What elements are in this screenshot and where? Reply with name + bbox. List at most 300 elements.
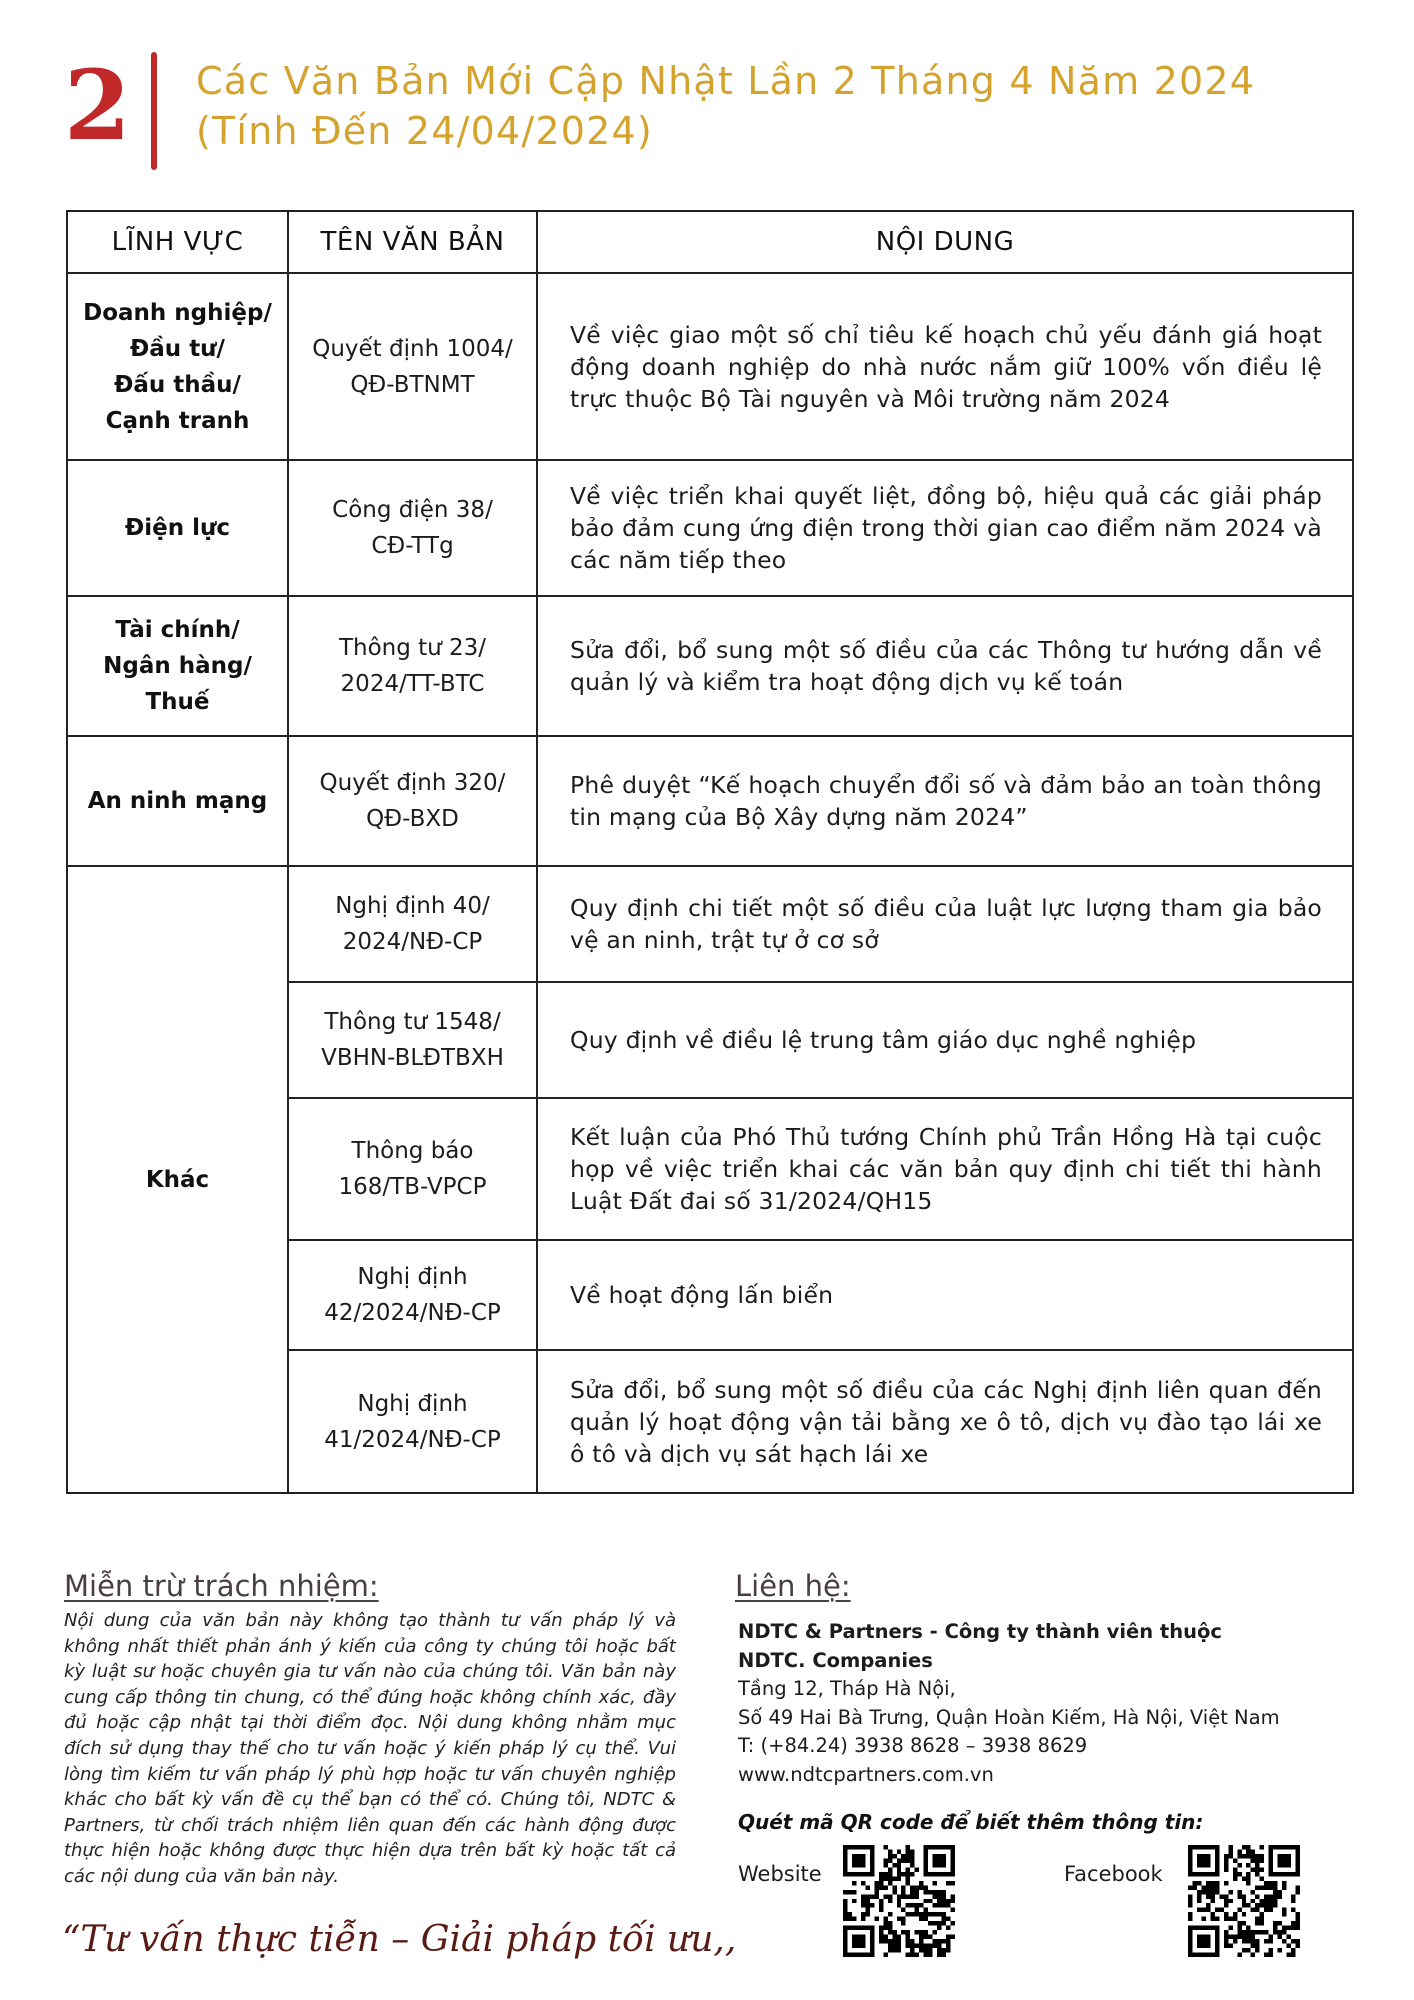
document-name-cell: Nghị định 42/2024/NĐ-CP bbox=[288, 1240, 537, 1350]
qr-module bbox=[1237, 1890, 1241, 1894]
qr-module bbox=[1246, 1849, 1250, 1853]
qr-module bbox=[906, 1881, 910, 1885]
qr-module bbox=[861, 1903, 865, 1907]
website-qr-code-icon[interactable] bbox=[843, 1845, 955, 1957]
qr-module bbox=[879, 1926, 883, 1930]
qr-module bbox=[1264, 1939, 1268, 1943]
qr-module bbox=[1291, 1921, 1295, 1925]
content-cell: Kết luận của Phó Thủ tướng Chính phủ Trần Hồng Hà tại cuộc họp về việc triển khai các văn bản quy định chi tiết thi hành Luật Đất đai số 31/2024/QH15 bbox=[537, 1098, 1353, 1240]
qr-module bbox=[883, 1894, 887, 1898]
qr-module bbox=[1206, 1903, 1210, 1907]
qr-module bbox=[901, 1872, 905, 1876]
qr-module bbox=[1260, 1867, 1264, 1871]
qr-module bbox=[843, 1926, 847, 1957]
qr-module bbox=[1188, 1903, 1192, 1907]
qr-module bbox=[1210, 1881, 1214, 1885]
qr-module bbox=[879, 1930, 883, 1934]
qr-module bbox=[910, 1912, 914, 1916]
qr-module bbox=[892, 1944, 896, 1948]
qr-module bbox=[906, 1845, 910, 1849]
qr-module bbox=[937, 1939, 941, 1943]
qr-module bbox=[1242, 1912, 1246, 1916]
qr-module bbox=[1264, 1899, 1268, 1903]
qr-module bbox=[1242, 1854, 1246, 1858]
qr-module bbox=[928, 1953, 932, 1957]
qr-module bbox=[1242, 1894, 1246, 1898]
qr-module bbox=[1255, 1858, 1259, 1862]
qr-module bbox=[933, 1881, 937, 1885]
content-cell: Về việc triển khai quyết liệt, đồng bộ, hiệu quả các giải pháp bảo đảm cung ứng điện trong thời gian cao điểm năm 2024 và các năm tiếp theo bbox=[537, 460, 1353, 596]
qr-module bbox=[1188, 1926, 1192, 1957]
qr-module bbox=[1237, 1854, 1241, 1858]
qr-module bbox=[946, 1926, 950, 1930]
qr-module bbox=[843, 1890, 847, 1894]
qr-module bbox=[942, 1903, 946, 1907]
qr-module bbox=[1188, 1845, 1219, 1849]
qr-module bbox=[888, 1948, 892, 1952]
qr-module bbox=[861, 1894, 865, 1898]
facebook-qr-code-icon[interactable] bbox=[1188, 1845, 1300, 1957]
qr-module bbox=[1233, 1935, 1237, 1939]
qr-module bbox=[1260, 1912, 1264, 1916]
qr-module bbox=[924, 1912, 928, 1916]
qr-module bbox=[847, 1912, 851, 1916]
qr-module bbox=[1273, 1885, 1277, 1889]
qr-facebook-label: Facebook bbox=[1064, 1862, 1163, 1886]
qr-module bbox=[1219, 1908, 1223, 1912]
qr-module bbox=[937, 1948, 941, 1952]
qr-module bbox=[1237, 1872, 1241, 1876]
qr-module bbox=[843, 1912, 847, 1916]
qr-module bbox=[1291, 1908, 1295, 1912]
qr-module bbox=[879, 1903, 883, 1907]
qr-module bbox=[897, 1867, 901, 1871]
qr-module bbox=[919, 1903, 923, 1907]
qr-module bbox=[1273, 1930, 1277, 1934]
qr-module bbox=[915, 1944, 919, 1948]
qr-module bbox=[946, 1935, 950, 1939]
qr-module bbox=[946, 1939, 950, 1943]
qr-module bbox=[1224, 1935, 1228, 1939]
qr-module bbox=[892, 1948, 896, 1952]
qr-module bbox=[910, 1854, 914, 1858]
qr-module bbox=[1273, 1890, 1277, 1894]
company-line-2: NDTC. Companies bbox=[738, 1648, 933, 1672]
qr-module bbox=[1251, 1867, 1255, 1871]
qr-module bbox=[879, 1935, 883, 1939]
qr-module bbox=[919, 1912, 923, 1916]
disclaimer-body: Nội dung của văn bản này không tạo thành tư vấn pháp lý và không nhất thiết phản ánh ý kiến của công ty chúng tôi hoặc bất kỳ luật sư hoặc chuyên gia tư vấn nào của chúng tôi. Văn bản này cung cấp thông tin chung, có thể đúng hoặc không chính xác, đầy đủ hoặc cập nhật tại thời điểm đọc. Nội dung không nhằm mục đích sử dụng thay thế cho tư vấn hoặc ý kiến pháp lý cụ thể. Vui lòng tìm kiếm tư vấn pháp lý phù hợp hoặc tư vấn chuyên nghiệp khác cho bất kỳ vấn đề cụ thể bạn có thể có. Chúng tôi, NDTC & Partners, từ chối trách nhiệm liên quan đến các hành động được thực hiện hoặc không được thực hiện dựa trên bất kỳ hoặc tất cả các nội dung của văn bản này. bbox=[64, 1610, 676, 1887]
qr-module bbox=[1246, 1926, 1250, 1930]
qr-module bbox=[847, 1917, 851, 1921]
qr-module bbox=[865, 1908, 869, 1912]
qr-module bbox=[1228, 1944, 1232, 1948]
qr-module bbox=[1264, 1930, 1268, 1934]
qr-module bbox=[919, 1885, 923, 1889]
qr-module bbox=[1246, 1903, 1250, 1907]
qr-module bbox=[942, 1953, 946, 1957]
qr-module bbox=[928, 1890, 932, 1894]
qr-module bbox=[1291, 1939, 1295, 1943]
qr-module bbox=[1206, 1890, 1210, 1894]
qr-module bbox=[1278, 1890, 1282, 1894]
qr-module bbox=[1291, 1899, 1295, 1903]
qr-module bbox=[924, 1890, 928, 1894]
qr-module bbox=[1260, 1854, 1264, 1858]
qr-module bbox=[883, 1876, 887, 1880]
document-name-cell: Thông tư 1548/ VBHN-BLĐTBXH bbox=[288, 982, 537, 1098]
qr-module bbox=[901, 1858, 905, 1862]
qr-module bbox=[1251, 1953, 1255, 1957]
qr-module bbox=[901, 1854, 905, 1858]
qr-module bbox=[879, 1885, 883, 1889]
qr-module bbox=[1242, 1903, 1246, 1907]
qr-module bbox=[901, 1930, 905, 1934]
qr-module bbox=[1246, 1845, 1250, 1849]
qr-module bbox=[1188, 1917, 1192, 1921]
content-cell: Phê duyệt “Kế hoạch chuyển đổi số và đảm bảo an toàn thông tin mạng của Bộ Xây dựng năm 2024” bbox=[537, 736, 1353, 866]
qr-module bbox=[1188, 1899, 1192, 1903]
qr-module bbox=[1246, 1863, 1250, 1867]
qr-module bbox=[870, 1845, 874, 1876]
qr-module bbox=[1255, 1863, 1259, 1867]
qr-module bbox=[1273, 1921, 1277, 1925]
qr-module bbox=[924, 1930, 928, 1934]
qr-module bbox=[861, 1881, 865, 1885]
slogan: “Tư vấn thực tiễn – Giải pháp tối ưu,, bbox=[62, 1919, 737, 1960]
qr-module bbox=[883, 1858, 887, 1862]
qr-module bbox=[924, 1845, 928, 1876]
qr-module bbox=[1215, 1908, 1219, 1912]
qr-module bbox=[924, 1885, 928, 1889]
qr-module bbox=[906, 1894, 910, 1898]
qr-module bbox=[1255, 1894, 1259, 1898]
qr-module bbox=[1296, 1944, 1300, 1948]
qr-module bbox=[1224, 1858, 1228, 1862]
qr-module bbox=[1269, 1872, 1300, 1876]
qr-module bbox=[870, 1894, 874, 1898]
qr-module bbox=[1255, 1854, 1259, 1858]
qr-module bbox=[1237, 1935, 1241, 1939]
qr-module bbox=[1260, 1930, 1264, 1934]
table-header-row bbox=[67, 211, 1353, 273]
qr-module bbox=[1269, 1953, 1273, 1957]
qr-module bbox=[946, 1917, 950, 1921]
qr-module bbox=[1246, 1930, 1250, 1934]
qr-module bbox=[1273, 1899, 1277, 1903]
qr-module bbox=[1215, 1881, 1219, 1885]
qr-module bbox=[879, 1872, 883, 1876]
qr-module bbox=[928, 1921, 932, 1925]
qr-module bbox=[1296, 1912, 1300, 1916]
qr-module bbox=[910, 1872, 914, 1876]
qr-module bbox=[1237, 1894, 1241, 1898]
qr-module bbox=[919, 1944, 923, 1948]
qr-module bbox=[1255, 1948, 1259, 1952]
qr-module bbox=[1282, 1908, 1286, 1912]
qr-module bbox=[951, 1935, 955, 1939]
qr-module bbox=[1278, 1930, 1282, 1934]
qr-module bbox=[933, 1894, 937, 1898]
qr-module bbox=[1269, 1948, 1273, 1952]
qr-module bbox=[1237, 1908, 1241, 1912]
qr-module bbox=[1224, 1939, 1228, 1943]
qr-module bbox=[1242, 1921, 1246, 1925]
qr-module bbox=[951, 1894, 955, 1898]
qr-module bbox=[924, 1953, 928, 1957]
qr-module bbox=[1255, 1885, 1259, 1889]
qr-module bbox=[1269, 1845, 1300, 1849]
qr-module bbox=[946, 1948, 950, 1952]
qr-module bbox=[1237, 1849, 1241, 1853]
field-cell: An ninh mạng bbox=[67, 736, 288, 866]
qr-module bbox=[852, 1917, 856, 1921]
qr-module bbox=[915, 1894, 919, 1898]
qr-module bbox=[888, 1921, 892, 1925]
table-row bbox=[67, 596, 1353, 736]
qr-module bbox=[883, 1917, 887, 1921]
qr-module bbox=[906, 1939, 910, 1943]
qr-module bbox=[1242, 1935, 1246, 1939]
qr-module bbox=[1278, 1948, 1282, 1952]
qr-module bbox=[1188, 1912, 1192, 1916]
qr-module bbox=[843, 1917, 847, 1921]
qr-module bbox=[924, 1872, 955, 1876]
qr-module bbox=[906, 1849, 910, 1853]
qr-module bbox=[946, 1903, 950, 1907]
qr-module bbox=[1255, 1908, 1259, 1912]
qr-module bbox=[852, 1854, 865, 1867]
qr-module bbox=[1287, 1935, 1291, 1939]
qr-module bbox=[843, 1908, 847, 1912]
qr-module bbox=[1246, 1948, 1250, 1952]
qr-module bbox=[879, 1908, 883, 1912]
qr-module bbox=[1228, 1845, 1232, 1849]
qr-module bbox=[888, 1930, 892, 1934]
qr-module bbox=[915, 1890, 919, 1894]
qr-module bbox=[1296, 1845, 1300, 1876]
qr-module bbox=[1237, 1930, 1241, 1934]
qr-module bbox=[1296, 1890, 1300, 1894]
qr-module bbox=[1260, 1903, 1264, 1907]
qr-module bbox=[928, 1935, 932, 1939]
disclaimer-heading: Miễn trừ trách nhiệm: bbox=[64, 1569, 379, 1603]
qr-module bbox=[924, 1917, 928, 1921]
qr-module bbox=[915, 1885, 919, 1889]
qr-module bbox=[924, 1908, 928, 1912]
qr-module bbox=[942, 1939, 946, 1943]
qr-module bbox=[870, 1903, 874, 1907]
qr-module bbox=[1197, 1908, 1201, 1912]
qr-module bbox=[1219, 1894, 1223, 1898]
qr-module bbox=[1291, 1948, 1295, 1952]
contact-info bbox=[738, 1618, 1280, 1789]
qr-module bbox=[1282, 1885, 1286, 1889]
qr-module bbox=[888, 1849, 892, 1853]
qr-module bbox=[1206, 1894, 1210, 1898]
qr-module bbox=[906, 1944, 910, 1948]
document-name-cell: Nghị định 41/2024/NĐ-CP bbox=[288, 1350, 537, 1493]
qr-module bbox=[906, 1867, 910, 1871]
qr-module bbox=[1291, 1926, 1295, 1930]
qr-module bbox=[892, 1939, 896, 1943]
qr-module bbox=[883, 1926, 887, 1930]
document-name-cell: Quyết định 1004/ QĐ-BTNMT bbox=[288, 273, 537, 460]
qr-module bbox=[1246, 1854, 1250, 1858]
qr-module bbox=[1224, 1917, 1228, 1921]
qr-module bbox=[1251, 1854, 1255, 1858]
qr-module bbox=[874, 1881, 878, 1885]
document-name-cell: Thông tư 23/ 2024/TT-BTC bbox=[288, 596, 537, 736]
qr-module bbox=[843, 1845, 847, 1876]
qr-module bbox=[897, 1899, 901, 1903]
qr-module bbox=[1251, 1849, 1255, 1853]
qr-module bbox=[1251, 1899, 1255, 1903]
qr-module bbox=[906, 1912, 910, 1916]
qr-module bbox=[1278, 1894, 1282, 1898]
qr-module bbox=[1224, 1881, 1228, 1885]
qr-module bbox=[906, 1935, 910, 1939]
qr-module bbox=[1228, 1899, 1232, 1903]
website-link[interactable]: www.ndtcpartners.com.vn bbox=[738, 1762, 994, 1786]
qr-module bbox=[1291, 1953, 1295, 1957]
qr-module bbox=[1192, 1885, 1196, 1889]
qr-module bbox=[1201, 1890, 1205, 1894]
qr-module bbox=[879, 1899, 883, 1903]
qr-module bbox=[1242, 1939, 1246, 1943]
qr-module bbox=[937, 1903, 941, 1907]
page-title-line-2: (Tính Đến 24/04/2024) bbox=[196, 109, 653, 153]
qr-module bbox=[919, 1917, 923, 1921]
qr-module bbox=[1233, 1867, 1237, 1871]
qr-module bbox=[1224, 1854, 1228, 1858]
qr-module bbox=[924, 1944, 928, 1948]
qr-module bbox=[915, 1903, 919, 1907]
qr-module bbox=[1228, 1935, 1232, 1939]
qr-module bbox=[1215, 1885, 1219, 1889]
qr-module bbox=[910, 1858, 914, 1862]
qr-module bbox=[1260, 1858, 1264, 1862]
qr-module bbox=[901, 1908, 905, 1912]
qr-module bbox=[910, 1849, 914, 1853]
qr-module bbox=[901, 1890, 905, 1894]
qr-module bbox=[1251, 1930, 1255, 1934]
qr-module bbox=[1251, 1939, 1255, 1943]
qr-code-icon bbox=[843, 1845, 955, 1957]
qr-module bbox=[897, 1858, 901, 1862]
qr-module bbox=[865, 1899, 869, 1903]
qr-module bbox=[1260, 1885, 1264, 1889]
qr-module bbox=[901, 1894, 905, 1898]
qr-module bbox=[1242, 1948, 1246, 1952]
qr-module bbox=[1233, 1872, 1237, 1876]
qr-module bbox=[883, 1863, 887, 1867]
qr-module bbox=[915, 1930, 919, 1934]
qr-module bbox=[1224, 1903, 1228, 1907]
qr-module bbox=[1278, 1854, 1291, 1867]
document-name-cell: Thông báo 168/TB-VPCP bbox=[288, 1098, 537, 1240]
qr-module bbox=[906, 1903, 910, 1907]
section-number: 2 bbox=[64, 49, 131, 162]
qr-module bbox=[1273, 1926, 1277, 1930]
qr-website-label: Website bbox=[738, 1862, 822, 1886]
qr-module bbox=[1282, 1881, 1286, 1885]
document-name-cell: Nghị định 40/ 2024/NĐ-CP bbox=[288, 866, 537, 982]
qr-module bbox=[892, 1890, 896, 1894]
qr-module bbox=[1228, 1854, 1232, 1858]
table-row bbox=[67, 736, 1353, 866]
qr-module bbox=[897, 1849, 901, 1853]
content-cell: Quy định chi tiết một số điều của luật lực lượng tham gia bảo vệ an ninh, trật tự ở cơ sở bbox=[537, 866, 1353, 982]
qr-module bbox=[1188, 1894, 1192, 1898]
qr-module bbox=[874, 1890, 878, 1894]
qr-module bbox=[924, 1899, 928, 1903]
qr-module bbox=[852, 1935, 865, 1948]
qr-module bbox=[892, 1930, 896, 1934]
qr-module bbox=[1260, 1876, 1264, 1880]
qr-module bbox=[928, 1912, 932, 1916]
qr-module bbox=[1206, 1885, 1210, 1889]
qr-module bbox=[933, 1854, 946, 1867]
qr-module bbox=[843, 1903, 847, 1907]
qr-module bbox=[1296, 1917, 1300, 1921]
qr-module bbox=[888, 1912, 892, 1916]
qr-module bbox=[906, 1854, 910, 1858]
qr-module bbox=[897, 1903, 901, 1907]
qr-module bbox=[892, 1935, 896, 1939]
qr-module bbox=[910, 1944, 914, 1948]
qr-module bbox=[1224, 1899, 1228, 1903]
qr-module bbox=[1296, 1921, 1300, 1925]
qr-module bbox=[874, 1917, 878, 1921]
documents-table bbox=[66, 210, 1354, 1494]
qr-module bbox=[1224, 1867, 1228, 1871]
field-cell: Khác bbox=[67, 866, 288, 1493]
qr-module bbox=[1206, 1881, 1210, 1885]
qr-module bbox=[946, 1899, 950, 1903]
qr-module bbox=[1264, 1953, 1268, 1957]
qr-module bbox=[1233, 1939, 1237, 1943]
qr-module bbox=[924, 1948, 928, 1952]
qr-module bbox=[919, 1930, 923, 1934]
qr-module bbox=[843, 1926, 874, 1930]
qr-module bbox=[888, 1881, 892, 1885]
qr-module bbox=[928, 1899, 932, 1903]
qr-module bbox=[1242, 1845, 1246, 1849]
qr-module bbox=[1282, 1939, 1286, 1943]
qr-module bbox=[946, 1881, 950, 1885]
qr-module bbox=[1237, 1863, 1241, 1867]
qr-module bbox=[1206, 1908, 1210, 1912]
qr-module bbox=[906, 1872, 910, 1876]
qr-module bbox=[1269, 1908, 1273, 1912]
qr-module bbox=[942, 1921, 946, 1925]
qr-module bbox=[951, 1881, 955, 1885]
qr-module bbox=[1215, 1917, 1219, 1921]
qr-module bbox=[852, 1899, 856, 1903]
qr-module bbox=[1228, 1926, 1232, 1930]
qr-module bbox=[942, 1912, 946, 1916]
qr-module bbox=[1251, 1935, 1255, 1939]
qr-module bbox=[897, 1944, 901, 1948]
qr-module bbox=[951, 1845, 955, 1876]
content-cell: Sửa đổi, bổ sung một số điều của các Nghị định liên quan đến quản lý hoạt động vận tải bằng xe ô tô, dịch vụ đào tạo lái xe ô tô và dịch vụ sát hạch lái xe bbox=[537, 1350, 1353, 1493]
qr-module bbox=[942, 1899, 946, 1903]
qr-module bbox=[847, 1890, 851, 1894]
qr-module bbox=[942, 1917, 946, 1921]
qr-module bbox=[1278, 1921, 1282, 1925]
qr-module bbox=[942, 1948, 946, 1952]
